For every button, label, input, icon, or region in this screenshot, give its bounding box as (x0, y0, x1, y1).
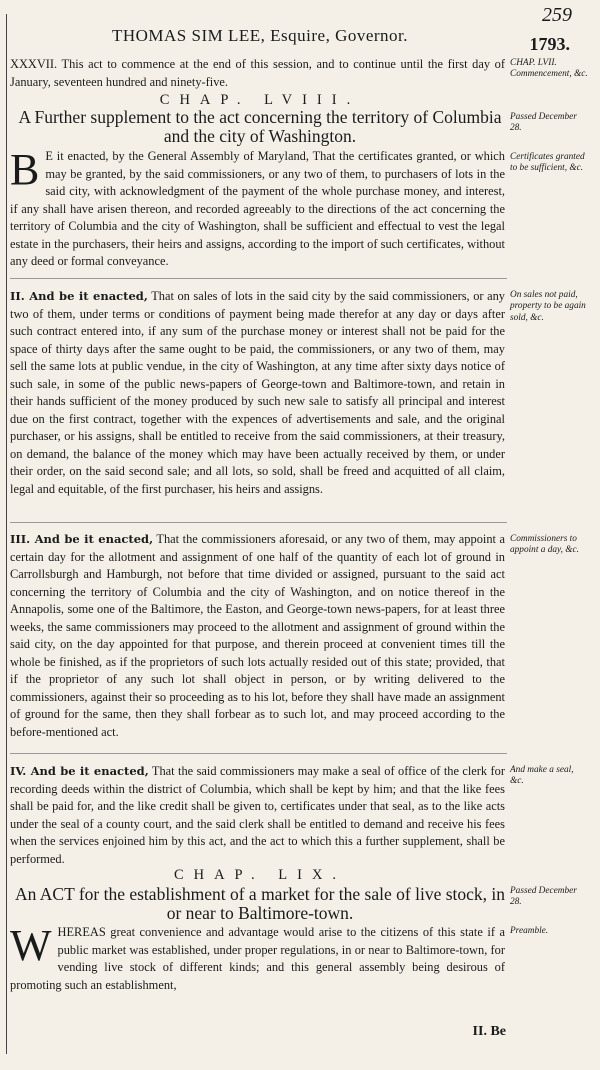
margin-note-commissioners: Commissioners to appoint a day, &c. (510, 534, 579, 556)
margin-note-passed-lix: Passed December 28. (510, 886, 577, 908)
section-lix-preamble-text: HEREAS great convenience and advantage would arise to the citizens of this state if a public market was established, under proper regulations, in or near to Baltimore-town, for vending live stock of different kinds; and this general assembly being desirous of promoting such an establishment, (10, 925, 505, 992)
margin-note-sales: On sales not paid, property to be again sold, &c. (510, 290, 586, 323)
drop-cap-b: B (10, 145, 40, 194)
section-lviii-2-text: That on sales of lots in the said city by the said commissioners, or any two of them, under terms or conditions of payment being made therefor at any day or days after such contract entered into, if any sum of the purchase money or interest shall not be paid for the space of thirty days after the same ought to be paid, the commissioners, or any two of them, may sell the same lots at public vendue, in the city of Washington, at any time after sixty days notice of such sale, in some of the public news-papers of George-town and Baltimore-town, and retain in their hands sufficient of the money produced by such new sale to satisfy all principal and interest due on the first contract, together with the expences of advertisements and sale, and the original purchaser, or his assigns, shall be entitled to receive from the said commissioners, at their treasury, on demand, the balance of the money which may have been actually received by them, or under their order, on the said second sale; and all lots, so sold, shall be freed and acquitted of all claim, legal and equitable, of the first purchaser, his heirs and assigns. (10, 289, 505, 496)
running-header: THOMAS SIM LEE, Esquire, Governor. (111, 26, 409, 45)
margin-note-preamble: Preamble. (510, 926, 549, 936)
section-lviii-4 (10, 763, 505, 868)
margin-note-seal: And make a seal, &c. (510, 765, 574, 787)
drop-cap-w: W (10, 921, 52, 970)
binding-edge-line (6, 14, 7, 1054)
section-lviii-2-lead: II. And be it enacted, (10, 289, 148, 303)
section-lix-preamble (10, 921, 505, 994)
section-lviii-1-text: E it enacted, by the General Assembly of Maryland, That the certificates granted, or which may be granted, by the said commissioners, or any two of them, to purchasers of lots in the said city, with acknowledgment of the payment of the whole purchase money, and interest, if any shall have arisen thereon, and recorded agreeably to the directions of the act concerning the territory of Columbia and the city of Washington, shall be sufficient and effectual to vest the legal estate in the purchasers, their heirs and assigns, according to the import of such certificates, without any deed or formal conveyance. (10, 149, 505, 268)
section-lviii-4-lead: IV. And be it enacted, (10, 764, 149, 778)
section-lviii-3-text: That the commissioners aforesaid, or any two of them, may appoint a certain day for the allotment and assignment of one half of the quantity of each lot of ground in Carrollsburgh and Hamburgh, not before that time divided or assigned, pursuant to the said act concerning the territory of Columbia and the city of Washington, and on notice thereof in the Annapolis, some one of the Baltimore, the Easton, and George-town news-papers, for at least three weeks, the same commissioners may proceed to the allotment and assignment of ground within the said city, on the day appointed for that purpose, and therein proceed at convenient times till the whole be finished, as if the proprietors of such lots actually resided out of this state; provided, that if the proprietor of any such lot shall object in person, or by writing delivered to the commissioners, against their so proceeding as to his lot, before they shall have made an assignment of ground for the same, then they shall forbear as to such lot, and may proceed according to the before-mentioned act. (10, 532, 506, 739)
chapter-title-lviii: A Further supplement to the act concerning the territory of Columbia and the city of Washington. (18, 107, 502, 146)
page-number: 259 (542, 4, 572, 26)
section-xxxvii (10, 56, 505, 91)
chapter-heading-lix: CHAP. LIX. (173, 867, 347, 883)
section-lviii-3 (10, 531, 505, 741)
chapter-title-lix: An ACT for the establishment of a market for the sale of live stock, in or near to Baltimore-town. (14, 884, 506, 923)
margin-note-commencement: CHAP. LVII. Commencement, &c. (510, 58, 588, 80)
margin-note-passed-lviii: Passed December 28. (510, 112, 577, 134)
section-divider (10, 522, 507, 523)
chapter-heading-lviii: CHAP. LVIII. (159, 92, 361, 108)
section-lviii-3-lead: III. And be it enacted, (10, 532, 154, 546)
year-label: 1793. (529, 34, 570, 54)
section-lviii-2 (10, 288, 505, 498)
section-divider (10, 278, 507, 279)
section-lviii-4-text: That the said commissioners may make a seal of office of the clerk for recording deeds within the district of Columbia, which shall be kept by him; and that the like fees shall be paid for, and the like credit shall be given to, certificates under that seal, as to the like acts under the seal of a county court, and the said clerk shall be entitled to demand and receive his fees when the services enjoined him by this act, and the act to which this a further supplement, shall be performed. (10, 764, 505, 866)
section-xxxvii-text: XXXVII. This act to commence at the end of this session, and to continue until the first day of January, seventeen hundred and ninety-five. (10, 57, 505, 89)
catchword: II. Be (472, 1024, 506, 1039)
section-divider (10, 753, 507, 754)
margin-note-certificates: Certificates granted to be sufficient, &c. (510, 152, 585, 174)
section-lviii-1 (10, 145, 505, 271)
